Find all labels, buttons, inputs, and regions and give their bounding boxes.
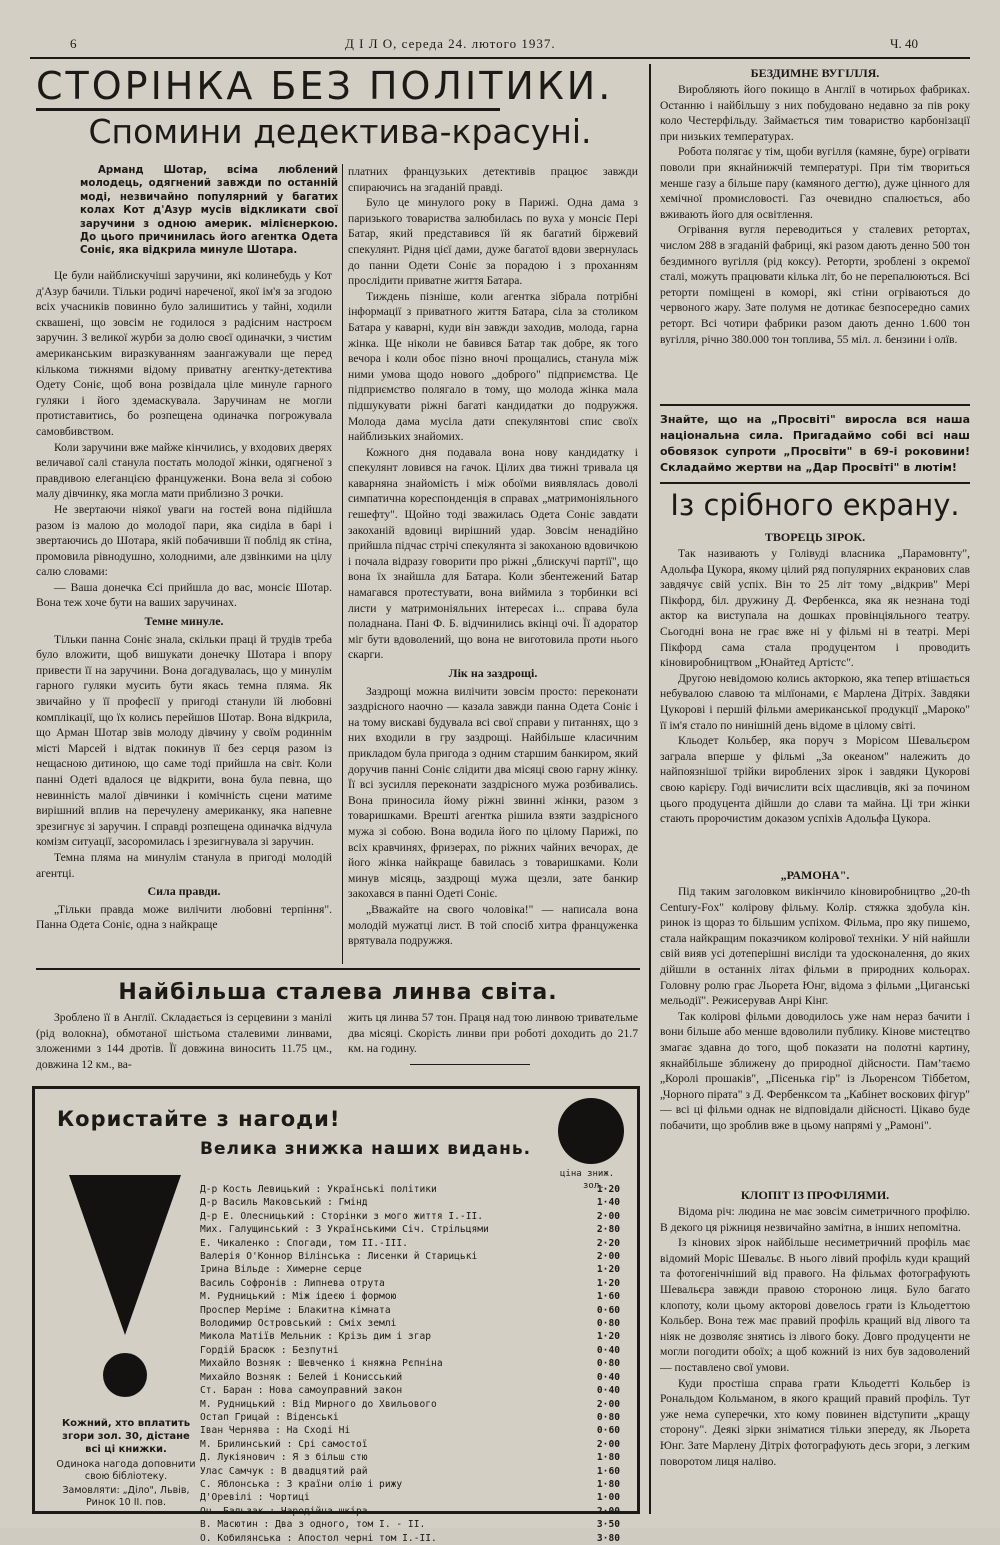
article-lead <box>80 164 338 264</box>
book-price: 0·60 <box>596 1304 620 1316</box>
screen-title: Із срібного екрану. <box>670 488 960 522</box>
paragraph: — Ваша донечка Єсі прийшла до вас, монсіє Шотар. Вона теж хоче бути на ваших заручинах. <box>36 580 332 610</box>
book-price: 1·40 <box>596 1197 620 1209</box>
prosvita-rule <box>660 482 970 484</box>
book-row <box>200 1237 620 1250</box>
exclamation-mark-icon <box>65 1175 185 1405</box>
ramona-article <box>660 884 970 1184</box>
lead-text: Арманд Шотар, всіма люблений молодець, одягнений завжди по останній моді, незвичайно популярний у багатих колах Кот д'Азур мусів відкликати свої заручини з одною америк. мілієнеркою. До цього причинилась його агентка Одета Соніє, яка відкрила минуле Шотара. <box>80 165 338 257</box>
book-title: Гордій Брасюк : Безпутні <box>200 1344 339 1356</box>
article-col-1 <box>36 268 332 965</box>
book-title: Д-р Василь Маковський : Гмінд <box>200 1197 368 1209</box>
paragraph: Кожного дня подавала вона нову кандидатку і спекулянт ловився на гачок. Цілих два тижні тривала ця каварняна знайомість і між обоїми виявлялась доволі симпатична кореспонденція в справах „матримоніяльного гешефту". Щойно тоді зважилась Одета Соніє завдати закоханій вдовиці вирішний удар. Зовсім ненадійно прийшла підчас стрічі спекулянта зі закоханою вдовичкою і почала відразу говорити про ріжні „блискучі партії", що вона їх знайшла для Батара. Коли збентежений Батар намагався протестувати, вона виймила з торбинки всі листи у матримоніяльних інтересах і... справа була поладнана. Пані Ф. Б. відчинились вкінці очі. Її адоратор міг бути вдоволений, що вона не виготовила проти нього скарги. <box>348 445 638 662</box>
book-row <box>200 1518 620 1531</box>
book-title: Михайло Возняк : Белей і Конисський <box>200 1371 403 1383</box>
book-title: Василь Софронів : Липнева отрута <box>200 1277 385 1289</box>
book-title: Іван Чернява : На Сході Ні <box>200 1425 351 1437</box>
book-title: Остап Грицай : Віденські <box>200 1411 339 1423</box>
coal-title: БЕЗДИМНЕ ВУГІЛЛЯ. <box>750 66 880 80</box>
paragraph: Знайте, що на „Просвіті" виросла вся наша національна сила. Пригадаймо собі всі наш обовязок супроти „Просвіти" в 69-і роковини! Складаймо жертви на „Дар Просвіті" в лютім! <box>660 413 970 474</box>
book-price: 2·00 <box>596 1505 620 1517</box>
book-row <box>200 1424 620 1437</box>
book-price: 0·60 <box>596 1425 620 1437</box>
book-price: 3·50 <box>596 1519 620 1531</box>
book-price: 1·20 <box>596 1277 620 1289</box>
article-title: Спомини дедектива-красуні. <box>88 112 592 151</box>
book-title: В. Масютин : Два з одного, том І. - ІІ. <box>200 1519 426 1531</box>
article-col-2 <box>348 164 638 964</box>
book-price: 0·40 <box>596 1385 620 1397</box>
header-rule <box>30 57 970 59</box>
paragraph: Так колірові фільми доводилось уже нам нераз бачити і вони більше або менше вдоволили публику. Кінове мистецтво змагає здавна до того, щоб показати на полотні картину, якнайбільше зближену до природної дійсности. Пам’таємо „Королі прошаків", „Пісенька гір" із Льоренсом Тіббетом, „Чорного пірата" з Д. Фербенксом та „Кабінет воскових фігур" — всі ці фільми однак не відповідали дійсності. Цікаво буде побачити, що зроблив вже в цьому напрямі у „Рамоні". <box>660 1009 970 1132</box>
book-price: 1·20 <box>596 1331 620 1343</box>
paragraph: Огрівання вугля переводиться у сталевих ретортах, числом 288 в згаданій фабриці, які разом дають денно 500 тон бездимного вугілля (рід коксу). Реторти, зроблені з окремої сталі, можуть працювати кілька літ, бо не перепалюються. Всі реторти поміщені в коморі, які стіни огріваються до червоного жару. Зате полумя не дотикає безпосередно самих реторт. Всі чотири фабрики разом дають денно 1.600 тон вугілля, річно 380.000 тон топлива, 55 міл. л. бензини і олїв. <box>660 223 970 346</box>
book-row <box>200 1451 620 1464</box>
currency-label: зол. <box>583 1181 605 1191</box>
paragraph: Кльодет Кольбер, яка поруч з Морісом Шевальєром заграла вперше у фільмі „За океаном" належить до найпоязнішої трійки вироблених зірок і завдяки Цукорові свою карієру. Годі вичислити всіх щасливців, які за почином цього продуцента дійшли до слави та майна. Ці три жінки стають пророчистим доказом успіхів Адольфа Цукора. <box>660 734 970 826</box>
book-price: 1·60 <box>596 1291 620 1303</box>
book-price: 0·40 <box>596 1344 620 1356</box>
book-price: 2·00 <box>596 1438 620 1450</box>
profile-article <box>660 1204 970 1514</box>
star-maker-title: ТВОРЕЦЬ ЗІРОК. <box>764 530 866 544</box>
section-title: СТОРІНКА БЕЗ ПОЛІТИКИ. <box>36 64 614 108</box>
book-title: С. Яблонська : З країни олію і рижу <box>200 1478 403 1490</box>
book-row <box>200 1384 620 1397</box>
inner-col-divider <box>342 164 343 964</box>
book-title: Володимир Островський : Сміх землі <box>200 1318 397 1330</box>
paragraph: Тиждень пізніше, коли агентка зібрала потрібні інформації з приватного життя Батара, сіла за столиком Батара у каварні, куди він завжди заходив, молода, гарна жінка. Ще ніколи не бавився Батар так добре, як того вечора і коли обоє пізно вночі прощались, станула між ними умова щодо нового „доброго" підприємства. Це підприємство полягало в тому, що молода жінка мала підшукувати ріжні багаті кандидатки до подружжя. Молода дама мусіла дати спекулянтові спис своїх найблизьких знайомих. <box>348 289 638 444</box>
subheading: Темне минуле. <box>144 614 224 629</box>
book-title: Д. Лукіянович : Я з більш стю <box>200 1452 368 1464</box>
book-title: Д'Оревілі : Чортиці <box>200 1492 310 1504</box>
book-title: Ірина Вільде : Химерне серце <box>200 1264 362 1276</box>
book-row <box>200 1183 620 1196</box>
ad-subtitle: Велика знижка наших видань. <box>200 1139 532 1159</box>
book-row <box>200 1210 620 1223</box>
book-price: 0·80 <box>596 1318 620 1330</box>
book-price: 0·80 <box>596 1358 620 1370</box>
book-row <box>200 1357 620 1370</box>
paragraph: Було це минулого року в Парижі. Одна дама з паризького товариства залюбилась по вуха у монсіє Пері Батар, який представився їй як багатий біржевий спекулянт. Рідня цієї дами, дуже багатої вдови звернулась до панни Одети Соніє за порадою і з проханням прослідити приватне життя Батара. <box>348 196 638 288</box>
book-ad <box>32 1086 640 1544</box>
book-title: М. Рудницький : Між ідеєю і формою <box>200 1291 397 1303</box>
paragraph: Темна пляма на минулім станула в пригоді молодій агентці. <box>36 850 332 880</box>
book-row <box>200 1532 620 1545</box>
book-title: Д-р Кость Левицький : Українські політики <box>200 1184 437 1195</box>
book-row <box>200 1371 620 1384</box>
issue-number: Ч. 40 <box>890 36 918 51</box>
paragraph: Робота полягає у тім, щоби вугілля (камяне, буре) огрівати поволи при якнайнижчій температурі. При тім твориться менше газу а більше пару (камяного дегтю), дуже цінного для хемічної промисловості. Газ очевидно спалюється, або вживають його для освітлення. <box>660 145 970 221</box>
book-row <box>200 1438 620 1451</box>
book-title: М. Рудницький : Від Мирного до Хвильового <box>200 1398 437 1410</box>
book-price: 0·80 <box>596 1411 620 1423</box>
book-row <box>200 1344 620 1357</box>
paragraph: Так називають у Голівуді власника „Парамовнту", Адольфа Цукора, якому цілий ряд популярних екранових слав завдячує свій успіх. Він то 25 літ тому „відкрив" Мері Пікфорд, біл. дружину Д. Фербенкса, яка як незнана тоді актор ка виступала на дошках провінціяльного театру. Сьогодні вона не грає вже ні у фільмі ні в театрі. Мері Пікфорд сама стала продуцентом і проводить кіновиробництвом „Юнайтед Артістс". <box>660 547 970 670</box>
book-list <box>200 1183 620 1545</box>
book-row <box>200 1290 620 1303</box>
paragraph: „Вважайте на свого чоловіка!" — написала вона молодій мужатці лист. В той спосіб хитра француженка врятувала подружжя. <box>348 902 638 948</box>
book-price: 2·00 <box>596 1251 620 1263</box>
book-price: 1·20 <box>596 1264 620 1276</box>
paragraph: Не звертаючи ніякої уваги на гостей вона підійшла разом із малою до молодої пари, яка сиділа в барі і звертаючись до Шотара, якій побачивши її поблід як стіна, промовила рівнодушно, холодними, але дзвінкими на цілу салю словами: <box>36 502 332 579</box>
decorative-disc-icon <box>555 1095 627 1167</box>
prosvita-notice <box>660 412 970 480</box>
paragraph: Заздрощі можна вилічити зовсім просто: переконати заздрісного наочно — казала завжди панна Одета Соніє і на тому вискаві будувала всі свої справи у питаннях, що з них входили в гру заздрощі. Найбільше класичним прикладом була пригода з одним старшим банкиром, який доручив панні Соніє слідити два місяці свою гарну жінку. Її всі зусилля переконати заздрісного мужа розбивались. Вона приносила йому ріжні звинні жінки, разом з товаришками. Врешті агентка рішила взяти заздрісного мужа зі собою. Вона водила його по цілому Парижі, по всіх кравчинях, фризерах, по ріжних чайних вечорах, де його жінка найкраще бавилась з товаришками. Коли минув місяць, заздрощі мужа щезли, зате банкир закохався в панні Одеті Соніє. <box>348 684 638 901</box>
book-price: 2·20 <box>596 1237 620 1249</box>
paragraph: Куди простіша справа грати Кльодетті Кольбер із Рональдом Кольманом, в якого кращий правий профіль. Тут уже нема суперечки, хто кому повинен відступити „кращу сторону". Деякі зірки зніматися тільки зпереду, як Льорета Юнг. Зате Марлену Дітріх фотографують десь згори, з легким поворотом лиця наліво. <box>660 1376 970 1468</box>
subheading: Сила правди. <box>147 884 221 899</box>
star-maker-article <box>660 546 970 866</box>
book-row <box>200 1330 620 1343</box>
book-title: Микола Матіїв Мельник : Крізь дим і згар <box>200 1331 432 1343</box>
paragraph: „Тільки правда може вилічити любовні терпіння". Панна Одета Соніє, одна з найкраще <box>36 902 332 932</box>
ad-order-address: Замовляти: „Діло", Львів, Ринок 10 ІІ. пов. <box>62 1485 190 1508</box>
book-row <box>200 1223 620 1236</box>
coal-rule <box>660 404 970 406</box>
book-title: Д-р Е. Олесницький : Сторінки з мого життя І.-ІІ. <box>200 1210 484 1222</box>
book-price: 2·80 <box>596 1224 620 1236</box>
steel-col-2 <box>348 1010 638 1072</box>
column-divider <box>649 64 651 1514</box>
book-row <box>200 1196 620 1209</box>
article-bottom-rule <box>36 968 640 970</box>
coal-article <box>660 82 970 400</box>
book-row <box>200 1491 620 1504</box>
section-title-underline <box>36 108 500 111</box>
book-title: Проспер Меріме : Блакитна кімната <box>200 1304 391 1316</box>
book-row <box>200 1478 620 1491</box>
book-row <box>200 1263 620 1276</box>
book-title: Е. Чикаленко : Спогади, том ІІ.-ІІІ. <box>200 1237 408 1249</box>
book-price: 2·00 <box>596 1210 620 1222</box>
steel-end-rule <box>410 1064 530 1065</box>
book-row <box>200 1505 620 1518</box>
paragraph: Під таким заголовком викінчило кіновиробництво „20-th Century-Fox" колірову фільму. Колір. стяжка здобула кін. ринок із щораз то більшим успіхом. Фільма, про яку пишемо, стала найкращим показчиком колірової техніки. У ній найшли свій вияв усі дотеперішні висліди та удосконалення, до яких дійшли в останніх літах фільми в природних кольорах. Головну ролю грає Льорета Юнг, відома з фільми „Циганські мельодії". Режисерував Анрі Кінг. <box>660 885 970 1008</box>
book-row <box>200 1304 620 1317</box>
steel-col-1 <box>36 1010 332 1072</box>
book-title: Улас Самчук : В двадцятий рай <box>200 1465 368 1477</box>
ad-offer: Кожний, хто вплатить згори зол. 30, дістане всі ці книжки. <box>61 1418 191 1455</box>
paragraph: Коли заручини вже майже кінчились, у входових дверях величавої салі станула постать молодої жінки, одягненої з правдивою елеганцією француженки. Вона вела зі собою малу дівчинку, яка могла мати приблизно 3 рочки. <box>36 440 332 501</box>
book-title: О. Кобилянська : Апостол черні том І.-ІІ. <box>200 1532 437 1544</box>
paragraph: Це були найблискучіші заручини, які колинебудь у Кот д'Азур бачили. Тільки родичі нареченої, якої ім'я за згодою всіх учасників повинно було залишитись у тайні, ходили сквашені, що зовсім не годилося з радісним настроєм заручин. З великої журби за долю своєї одиначки, з чистим американським виразкуванням заангажували ще перед кількома тижнями відому приватну агентку-детектива Одету Соніє, щоб вона розвідала ціле минуле гарного гуляки і його здемаскувала. Заручинам не могли протиставитись, бо розпещена одиначка погрожувала самовбивством. <box>36 269 332 438</box>
book-price: 1·80 <box>596 1452 620 1464</box>
paragraph: Зроблено її в Англії. Складається із серцевини з манілі (рід волокна), обмотаної шістьома сталевими линвами, зложеними з 144 дротів. Її довжина виносить 11.75 цм., довжина 12 км., ва- <box>36 1011 332 1071</box>
price-header: ціна зниж. <box>560 1169 615 1179</box>
book-price: 0·40 <box>596 1371 620 1383</box>
book-row <box>200 1317 620 1330</box>
book-price: 2·00 <box>596 1398 620 1410</box>
book-price: 1·00 <box>596 1492 620 1504</box>
paragraph: Тільки панна Соніє знала, скільки праці й трудів треба було вложити, щоб вишукати донечку Шотара і впору привести її на заручини. Вона догадувалась, що у минулім гарного гуляки мусить бути якась темна пляма. Як звичайно у її професії у пригоді станули їй любовні комплікації, що їх колись перейшов Шотар. Вона відкрила, що Арман Шотар звів молоду дівчину у своїм родиннім місті Марсей і відтак покинув її без серця разом із нещасною дитиною, що саме тоді прийшла на світ. Коли панні Одеті вдалося це відкрити, вона була певна, що невинність малої дівчинки і комічність сцени матиме вирішний вплив на перечулену американку, яка напевне зрезигнує зі заручин. І справді розпещена одиначка відчула комізм ситуації, засоромилась і зрезигнувала зі заручин. <box>36 632 332 849</box>
paragraph: Другою невідомою колись акторкою, яка тепер втішається небувалою славою та мілїонами, є Марлена Дітріх. Завдяки Цукорові і першій фільми американської продукції „Мароко" її ім'я стало по нинішній день відоме в цілому світі. <box>660 671 970 732</box>
ad-title: Користайте з нагоди! <box>57 1107 341 1131</box>
book-price: 1·60 <box>596 1465 620 1477</box>
paragraph: Виробляють його покищо в Англії в чотирьох фабриках. Останню і найбільшу з них побудовано недавно за пів року коло Честерфільду. Займається тим товариство карбонізації при низьких температурах. <box>660 83 970 143</box>
book-title: Ст. Баран : Нова самоуправний закон <box>200 1385 403 1397</box>
subheading: Лік на заздрощі. <box>448 666 538 680</box>
book-row <box>200 1465 620 1478</box>
paragraph: жить ця линва 57 тон. Праця над тою линвою тривательме два місяці. Скорість линви при роботі доходить до 21.7 км. на годину. <box>348 1011 638 1056</box>
paper-dateline: Д І Л О, середа 24. лютого 1937. <box>345 36 556 51</box>
paragraph: платних французьких детективів працює завжди спираючись на згаданій правді. <box>348 165 638 194</box>
paragraph: Із кінових зірок найбільше несиметричний профіль має відомий Моріс Шевальє. В нього лівий профіль куди кращий та фотогенічніший від правого. На фільмах фотографують Шевальєра завжди правою стороною лиця. Було багато клопоту, коли цьому акторові довелось грати із Кльодеттою Кольбер. Вона теж має правий профіль кращий від лівого та ніяк не дозволяє знятись із лівого боку. Довго продуценти не могли погодити обоїх; а щоб кожний із них був задоволений — поставлено свої умови. <box>660 1236 970 1374</box>
book-title: Валерія О'Коннор Вілінська : Лисенки й Старицькі <box>200 1251 478 1263</box>
book-title: Он. Бальзак : Чародійна шкіра <box>200 1505 368 1517</box>
book-row <box>200 1411 620 1424</box>
paragraph: Відома річ: людина не має зовсім симетричного профілю. В декого ця ріжниця незвичайно замітна, в інших непомітна. <box>660 1205 970 1234</box>
book-price: 1·80 <box>596 1478 620 1490</box>
book-price: 3·80 <box>596 1532 620 1544</box>
ad-note: Одинока нагода доповнити свою бібліотеку. <box>56 1459 196 1482</box>
steel-title: Найбільша сталева линва світа. <box>118 980 558 1005</box>
book-price: 1·20 <box>596 1184 620 1195</box>
page-number: 6 <box>70 36 77 51</box>
book-title: М. Брилинський : Срі самостої <box>200 1438 368 1450</box>
book-title: Михайло Возняк : Шевченко і княжна Рєпніна <box>200 1358 443 1370</box>
ramona-title: „РАМОНА". <box>780 868 850 882</box>
profile-title: КЛОПІТ ІЗ ПРОФІЛЯМИ. <box>740 1188 890 1202</box>
book-row <box>200 1250 620 1263</box>
book-title: Мих. Галущинський : З Українськими Січ. Стрільцями <box>200 1224 489 1236</box>
book-row <box>200 1398 620 1411</box>
book-row <box>200 1277 620 1290</box>
